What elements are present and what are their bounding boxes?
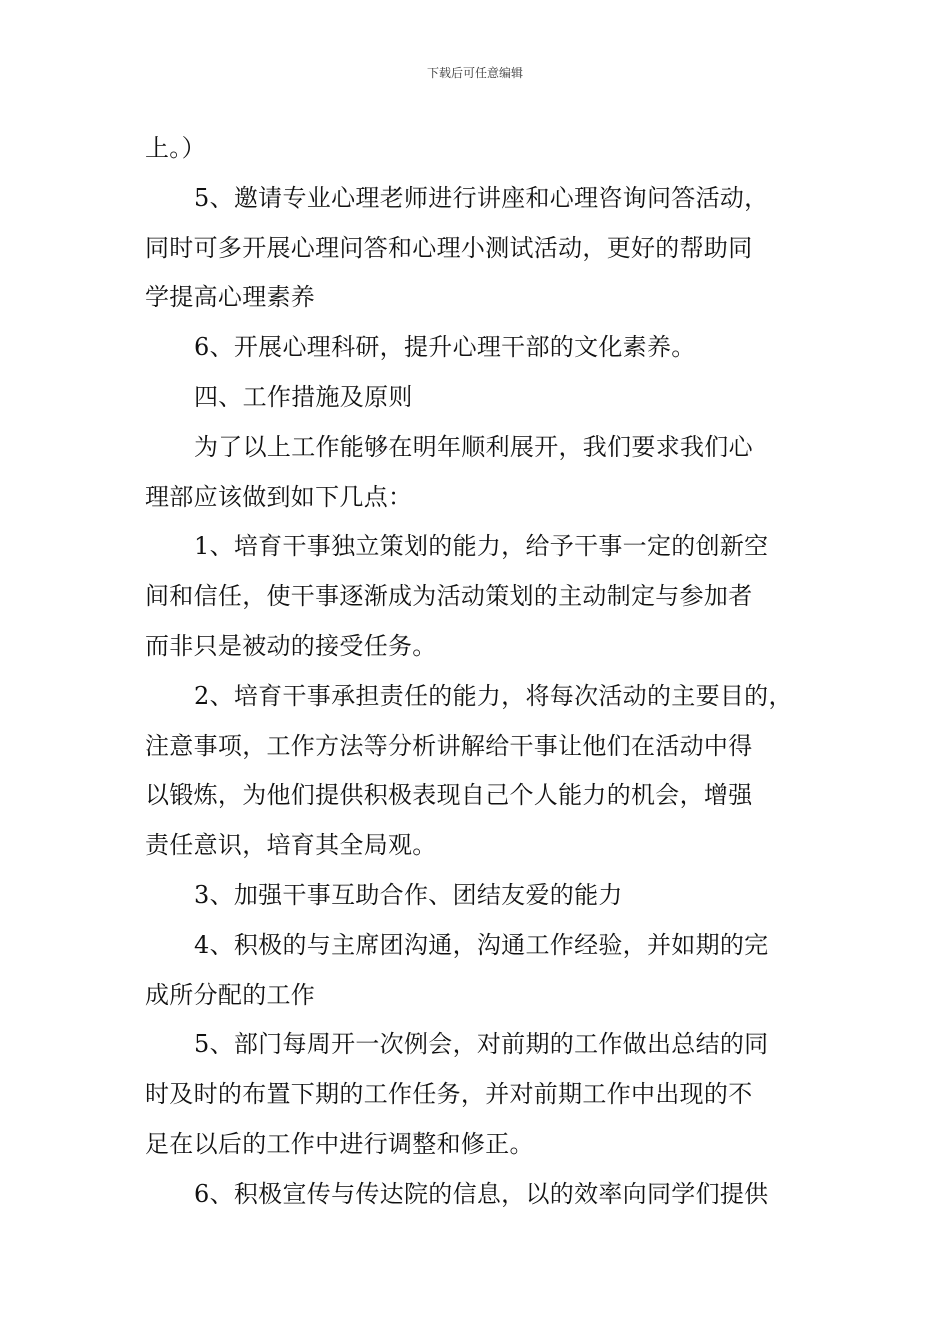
text-line: 间和信任，使干事逐渐成为活动策划的主动制定与参加者 [145, 582, 753, 611]
text-line: 3、加强干事互助合作、团结友爱的能力 [194, 880, 623, 909]
text-line: 注意事项，工作方法等分析讲解给干事让他们在活动中得 [145, 731, 753, 760]
text-line: 上。） [145, 134, 206, 162]
text-line: 6、开展心理科研，提升心理干部的文化素养。 [194, 333, 696, 362]
document-body [145, 124, 825, 1220]
text-line: 6、积极宣传与传达院的信息，以的效率向同学们提供 [194, 1179, 769, 1208]
section-heading: 四、工作措施及原则 [194, 382, 413, 411]
text-line: 成所分配的工作 [145, 980, 316, 1009]
text-line: 同时可多开展心理问答和心理小测试活动，更好的帮助同 [145, 233, 753, 262]
text-line: 1、培育干事独立策划的能力，给予干事一定的创新空 [194, 532, 769, 561]
text-line: 而非只是被动的接受任务。 [145, 631, 437, 660]
text-line: 学提高心理素养 [145, 283, 316, 312]
text-line: 以锻炼，为他们提供积极表现自己个人能力的机会，增强 [145, 781, 753, 810]
text-line: 4、积极的与主席团沟通，沟通工作经验，并如期的完 [194, 930, 769, 959]
text-line: 5、邀请专业心理老师进行讲座和心理咨询问答活动， [194, 183, 769, 212]
text-line: 足在以后的工作中进行调整和修正。 [145, 1129, 534, 1158]
text-line: 时及时的布置下期的工作任务，并对前期工作中出现的不 [145, 1080, 753, 1109]
text-line: 5、部门每周开一次例会，对前期的工作做出总结的同 [194, 1030, 769, 1059]
text-line: 责任意识，培育其全局观。 [145, 831, 437, 860]
text-line: 为了以上工作能够在明年顺利展开，我们要求我们心 [194, 432, 753, 461]
text-line: 2、培育干事承担责任的能力，将每次活动的主要目的， [194, 681, 793, 710]
text-line: 理部应该做到如下几点： [145, 482, 413, 511]
page-header: 下载后可任意编辑 [426, 66, 523, 80]
